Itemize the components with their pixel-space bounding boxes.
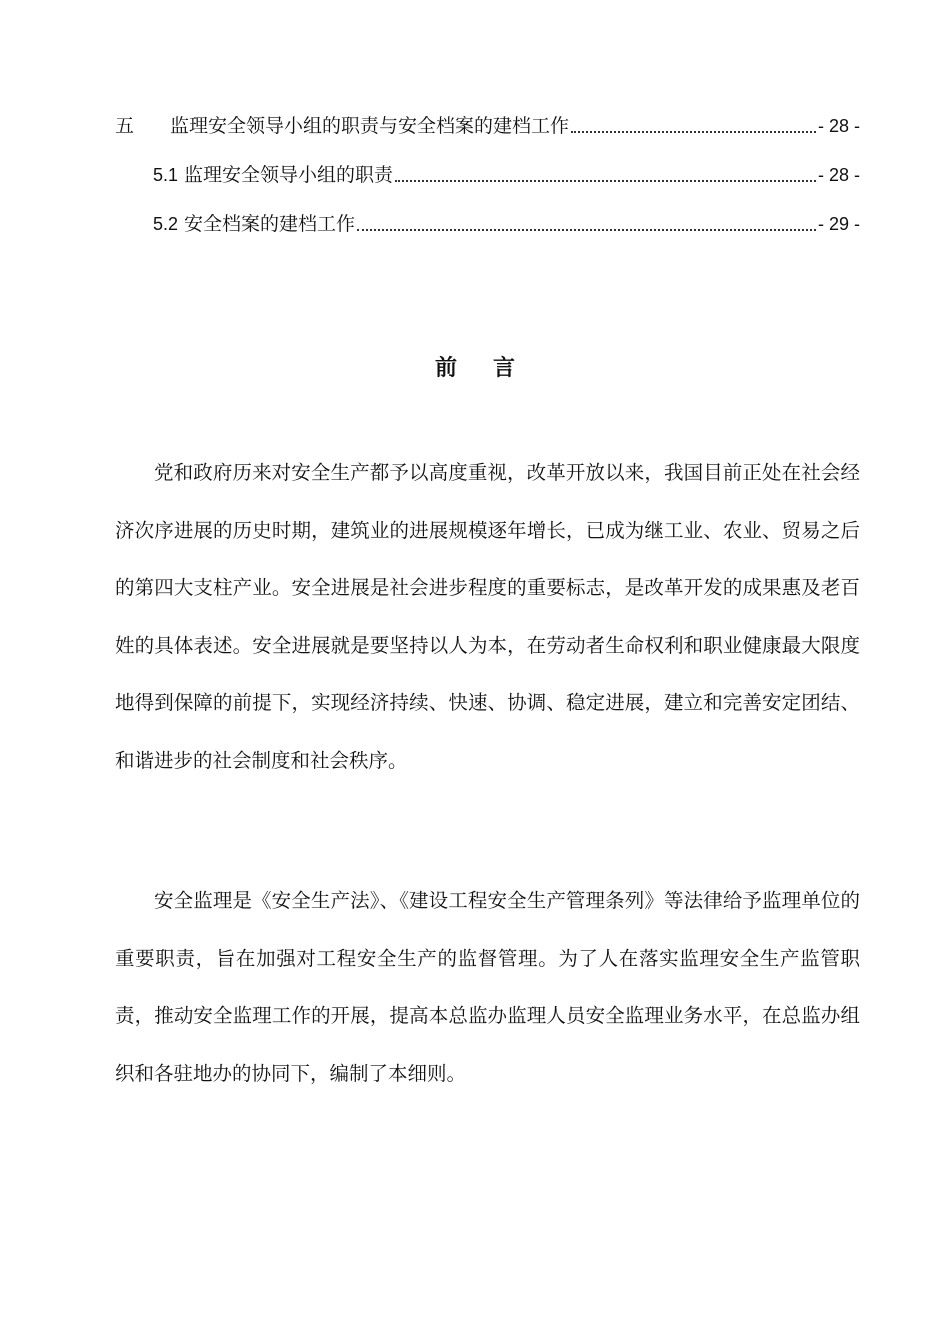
- toc-entry-5[interactable]: [115, 112, 860, 140]
- toc-entry-page: - 28 -: [817, 165, 860, 185]
- toc-dot-leader: [571, 131, 816, 133]
- preface-title: 前言: [434, 354, 551, 381]
- toc-entry-number: 5.1: [153, 165, 179, 185]
- toc-entry-title: 监理安全领导小组的职责与安全档案的建档工作: [170, 115, 570, 137]
- toc-entry-number: 5.2: [153, 214, 179, 234]
- toc-entry-title: 监理安全领导小组的职责: [184, 164, 394, 186]
- preface-paragraph: 安全监理是《安全生产法》、《建设工程安全生产管理条列》等法律给予监理单位的重要职责，旨在加强对工程安全生产的监督管理。为了人在落实监理安全生产监管职责，推动安全监理工作的开展，提高本总监办监理人员安全监理业务水平，在总监办组织和各驻地办的协同下，编制了本细则。: [115, 889, 860, 1085]
- toc-entry-page: - 28 -: [817, 116, 860, 136]
- toc-dot-leader: [395, 180, 816, 182]
- toc-entry-number: 五: [115, 115, 135, 137]
- toc-entry-title: 安全档案的建档工作: [184, 213, 356, 235]
- toc-entry-page: - 29 -: [817, 214, 860, 234]
- preface-paragraph: 党和政府历来对安全生产都予以高度重视，改革开放以来，我国目前正处在社会经济次序进展的历史时期，建筑业的进展规模逐年增长，已成为继工业、农业、贸易之后的第四大支柱产业。安全进展是社会进步程度的重要标志，是改革开发的成果惠及老百姓的具体表述。安全进展就是要坚持以人为本，在劳动者生命权利和职业健康最大限度地得到保障的前提下，实现经济持续、快速、协调、稳定进展，建立和完善安定团结、和谐进步的社会制度和社会秩序。: [115, 461, 860, 772]
- toc-entry-5-1[interactable]: [153, 161, 860, 189]
- toc-entry-5-2[interactable]: [153, 210, 860, 238]
- toc-dot-leader: [357, 229, 816, 231]
